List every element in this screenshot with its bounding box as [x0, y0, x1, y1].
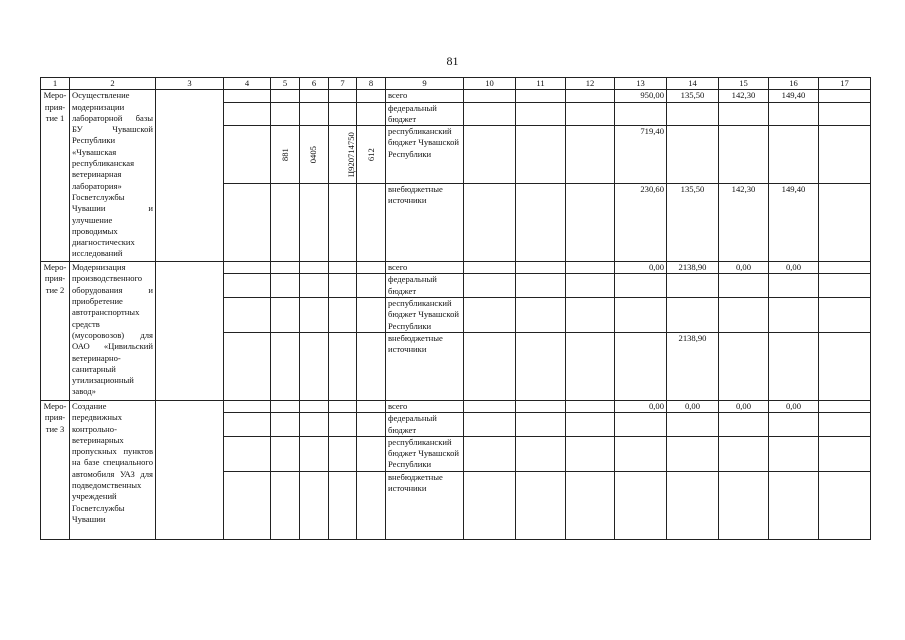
code-vr-cell: [357, 262, 386, 274]
col-11-cell: [516, 126, 566, 184]
col-17-cell: [819, 184, 871, 262]
code-rzpr-cell: [300, 400, 329, 412]
value-col-16: [769, 102, 819, 126]
code-grbs-cell: [271, 262, 300, 274]
code-vr-cell: [357, 184, 386, 262]
value-col-15: 142,30: [719, 184, 769, 262]
budget-table: [40, 77, 871, 540]
value-col-13: 0,00: [615, 400, 667, 412]
col-3-cell: [156, 90, 224, 262]
code-vr-cell: [357, 102, 386, 126]
col-12-cell: [566, 332, 615, 400]
col-10-cell: [464, 332, 516, 400]
value-col-15: [719, 471, 769, 539]
col-11-cell: [516, 262, 566, 274]
value-col-14: 2138,90: [667, 332, 719, 400]
value-col-15: 142,30: [719, 90, 769, 102]
funding-source: внебюджетные источники: [386, 471, 464, 539]
value-col-14: [667, 436, 719, 471]
code-rzpr-cell: [300, 274, 329, 298]
col-17-cell: [819, 274, 871, 298]
col-11-cell: [516, 90, 566, 102]
col-17-cell: [819, 471, 871, 539]
col-12-cell: [566, 262, 615, 274]
code-grbs-cell: [271, 332, 300, 400]
code-csr-cell: [329, 436, 357, 471]
value-col-16: [769, 298, 819, 333]
code-vr-cell: [357, 332, 386, 400]
column-header: 17: [819, 78, 871, 90]
code-rzpr-cell: [300, 262, 329, 274]
value-col-16: 0,00: [769, 400, 819, 412]
funding-source: республиканский бюджет Чувашской Республики: [386, 126, 464, 184]
col-17-cell: [819, 400, 871, 412]
col-11-cell: [516, 298, 566, 333]
code-vr-cell: [357, 298, 386, 333]
code-rzpr-cell: [300, 413, 329, 437]
code-csr-cell: [329, 298, 357, 333]
value-col-13: [615, 471, 667, 539]
value-col-15: [719, 126, 769, 184]
col-11-cell: [516, 332, 566, 400]
column-header: 7: [329, 78, 357, 90]
column-header: 11: [516, 78, 566, 90]
col-17-cell: [819, 298, 871, 333]
funding-source: республиканский бюджет Чувашской Республики: [386, 298, 464, 333]
value-col-16: [769, 471, 819, 539]
col-12-cell: [566, 184, 615, 262]
col-17-cell: [819, 332, 871, 400]
value-col-14: 2138,90: [667, 262, 719, 274]
value-col-14: [667, 274, 719, 298]
col-12-cell: [566, 471, 615, 539]
col-11-cell: [516, 413, 566, 437]
code-grbs-cell: [271, 184, 300, 262]
col-4-cell: [224, 332, 271, 400]
code-grbs-cell: [271, 471, 300, 539]
funding-source: внебюджетные источники: [386, 184, 464, 262]
code-grbs-cell: [271, 274, 300, 298]
event-label: Меро- прия- тие 1: [41, 90, 70, 262]
value-col-13: [615, 413, 667, 437]
col-4-cell: [224, 102, 271, 126]
code-csr-cell: [329, 471, 357, 539]
column-header: 14: [667, 78, 719, 90]
value-col-15: [719, 102, 769, 126]
col-10-cell: [464, 184, 516, 262]
code-rzpr-cell: [300, 184, 329, 262]
value-col-14: [667, 126, 719, 184]
event-label: Меро- прия- тие 2: [41, 262, 70, 401]
value-col-13: [615, 102, 667, 126]
col-12-cell: [566, 413, 615, 437]
col-17-cell: [819, 126, 871, 184]
col-10-cell: [464, 274, 516, 298]
col-11-cell: [516, 471, 566, 539]
col-3-cell: [156, 400, 224, 539]
code-csr: Ц920714750: [345, 132, 356, 178]
code-vr-cell: [357, 126, 386, 184]
code-csr-cell: [329, 262, 357, 274]
value-col-13: 230,60: [615, 184, 667, 262]
value-col-15: [719, 332, 769, 400]
col-11-cell: [516, 184, 566, 262]
col-4-cell: [224, 126, 271, 184]
col-4-cell: [224, 436, 271, 471]
col-12-cell: [566, 298, 615, 333]
col-12-cell: [566, 102, 615, 126]
column-header: 9: [386, 78, 464, 90]
value-col-14: [667, 298, 719, 333]
event-name: Модернизация производственного оборудования и приобретение автотранспортных средств (мусоровозов) для ОАО «Цивильский ветеринарно-санитарный утилизационный завод»: [70, 262, 156, 401]
value-col-13: [615, 274, 667, 298]
value-col-13: [615, 298, 667, 333]
code-rzpr-cell: [300, 471, 329, 539]
col-11-cell: [516, 274, 566, 298]
col-10-cell: [464, 126, 516, 184]
col-4-cell: [224, 262, 271, 274]
code-vr-cell: [357, 413, 386, 437]
code-csr-cell: [329, 413, 357, 437]
page-number: 81: [446, 54, 459, 68]
event-name: Осуществление модернизации лабораторной базы БУ Чувашской Республики «Чувашская республиканская ветеринарная лаборатория» Госветслужбы Чувашии и улучшение проводимых диагностических исследований: [70, 90, 156, 262]
value-col-16: [769, 332, 819, 400]
code-csr-cell: [329, 90, 357, 102]
code-vr-cell: [357, 471, 386, 539]
col-4-cell: [224, 471, 271, 539]
code-grbs: 881: [279, 148, 290, 162]
table-row: [41, 400, 871, 412]
col-17-cell: [819, 413, 871, 437]
funding-source: федеральный бюджет: [386, 102, 464, 126]
code-grbs-cell: [271, 413, 300, 437]
column-number-row: [41, 78, 871, 90]
table-row: [41, 90, 871, 102]
col-10-cell: [464, 413, 516, 437]
col-17-cell: [819, 262, 871, 274]
value-col-14: [667, 471, 719, 539]
value-col-15: [719, 298, 769, 333]
col-4-cell: [224, 184, 271, 262]
value-col-14: 135,50: [667, 184, 719, 262]
column-header: 5: [271, 78, 300, 90]
funding-source: всего: [386, 400, 464, 412]
value-col-13: 0,00: [615, 262, 667, 274]
code-rzpr-cell: [300, 298, 329, 333]
column-header: 16: [769, 78, 819, 90]
funding-source: всего: [386, 262, 464, 274]
col-17-cell: [819, 436, 871, 471]
col-12-cell: [566, 90, 615, 102]
value-col-16: 149,40: [769, 90, 819, 102]
code-rzpr: 0405: [308, 146, 319, 164]
col-11-cell: [516, 102, 566, 126]
value-col-15: 0,00: [719, 400, 769, 412]
value-col-16: [769, 126, 819, 184]
col-17-cell: [819, 102, 871, 126]
col-10-cell: [464, 102, 516, 126]
funding-source: всего: [386, 90, 464, 102]
value-col-16: 0,00: [769, 262, 819, 274]
code-csr-cell: [329, 332, 357, 400]
code-rzpr-cell: [300, 126, 329, 184]
code-grbs-cell: [271, 126, 300, 184]
code-grbs-cell: [271, 102, 300, 126]
funding-source: внебюджетные источники: [386, 332, 464, 400]
value-col-15: [719, 413, 769, 437]
value-col-13: [615, 332, 667, 400]
code-csr-cell: [329, 102, 357, 126]
col-10-cell: [464, 298, 516, 333]
table-row: [41, 262, 871, 274]
col-4-cell: [224, 413, 271, 437]
value-col-16: [769, 413, 819, 437]
value-col-13: [615, 436, 667, 471]
value-col-15: [719, 274, 769, 298]
code-rzpr-cell: [300, 436, 329, 471]
code-rzpr-cell: [300, 102, 329, 126]
col-11-cell: [516, 436, 566, 471]
col-12-cell: [566, 274, 615, 298]
col-3-cell: [156, 262, 224, 401]
event-label: Меро- прия- тие 3: [41, 400, 70, 539]
value-col-15: 0,00: [719, 262, 769, 274]
value-col-16: [769, 274, 819, 298]
col-4-cell: [224, 90, 271, 102]
code-grbs-cell: [271, 400, 300, 412]
column-header: 8: [357, 78, 386, 90]
code-vr-cell: [357, 436, 386, 471]
column-header: 3: [156, 78, 224, 90]
value-col-14: [667, 413, 719, 437]
col-4-cell: [224, 274, 271, 298]
code-vr-cell: [357, 400, 386, 412]
code-csr-cell: [329, 184, 357, 262]
col-12-cell: [566, 126, 615, 184]
code-grbs-cell: [271, 298, 300, 333]
event-name: Создание передвижных контрольно-ветеринарных пропускных пунктов на базе специального автомобиля УАЗ для подведомственных учреждений Госветслужбы Чувашии: [70, 400, 156, 539]
col-10-cell: [464, 471, 516, 539]
column-header: 1: [41, 78, 70, 90]
col-4-cell: [224, 400, 271, 412]
funding-source: федеральный бюджет: [386, 413, 464, 437]
column-header: 2: [70, 78, 156, 90]
value-col-16: 149,40: [769, 184, 819, 262]
col-12-cell: [566, 436, 615, 471]
col-4-cell: [224, 298, 271, 333]
code-vr-cell: [357, 90, 386, 102]
code-grbs-cell: [271, 436, 300, 471]
col-12-cell: [566, 400, 615, 412]
funding-source: федеральный бюджет: [386, 274, 464, 298]
column-header: 10: [464, 78, 516, 90]
col-17-cell: [819, 90, 871, 102]
column-header: 6: [300, 78, 329, 90]
value-col-14: [667, 102, 719, 126]
code-csr-cell: [329, 400, 357, 412]
code-csr-cell: [329, 126, 357, 184]
value-col-15: [719, 436, 769, 471]
col-10-cell: [464, 262, 516, 274]
column-header: 15: [719, 78, 769, 90]
value-col-13: 719,40: [615, 126, 667, 184]
col-10-cell: [464, 90, 516, 102]
code-vr-cell: [357, 274, 386, 298]
value-col-16: [769, 436, 819, 471]
value-col-14: 135,50: [667, 90, 719, 102]
code-vr: 612: [365, 148, 376, 162]
code-csr-cell: [329, 274, 357, 298]
value-col-13: 950,00: [615, 90, 667, 102]
code-grbs-cell: [271, 90, 300, 102]
column-header: 12: [566, 78, 615, 90]
code-rzpr-cell: [300, 90, 329, 102]
col-10-cell: [464, 400, 516, 412]
col-11-cell: [516, 400, 566, 412]
value-col-14: 0,00: [667, 400, 719, 412]
column-header: 13: [615, 78, 667, 90]
code-rzpr-cell: [300, 332, 329, 400]
col-10-cell: [464, 436, 516, 471]
funding-source: республиканский бюджет Чувашской Республики: [386, 436, 464, 471]
column-header: 4: [224, 78, 271, 90]
